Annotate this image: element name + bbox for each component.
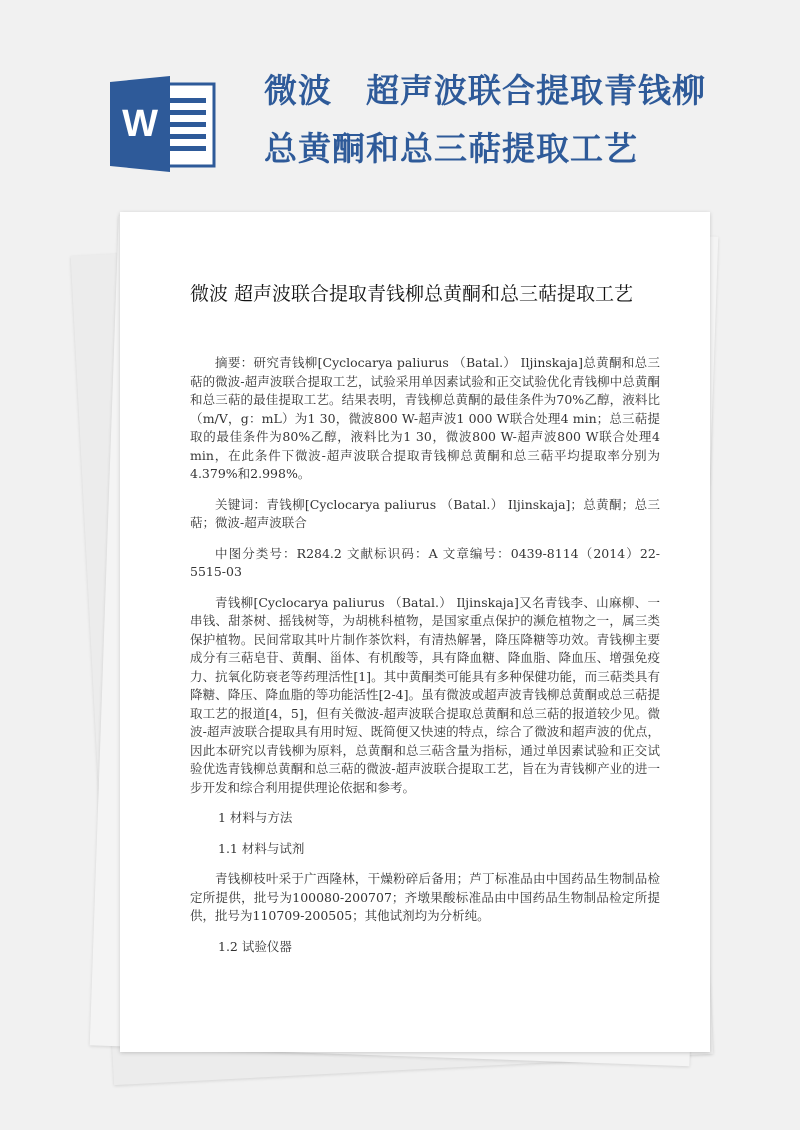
word-document-icon: [110, 76, 216, 172]
section-heading: 1 材料与方法: [218, 810, 293, 825]
keywords-paragraph: 关键词：青钱柳[Cyclocarya paliurus （Batal.） Iljinskaja]；总黄酮；总三萜；微波-超声波联合: [190, 496, 660, 530]
document-page: [120, 212, 710, 1052]
intro-paragraph: 青钱柳[Cyclocarya paliurus （Batal.） Iljinskaja]又名青钱李、山麻柳、一串钱、甜茶树、摇钱树等，为胡桃科植物，是国家重点保护的濒危植物之一，属三类保护植物。民间常取其叶片制作茶饮料，有清热解暑，降压降糖等功效。青钱柳主要成分有三萜皂苷、黄酮、甾体、有机酸等，具有降血糖、降血脂、降血压、增强免疫力、抗氧化防衰老等药理活性[1]。其中黄酮类可能具有多种保健功能，而三萜类具有降糖、降压、降血脂的等功能活性[2-4]。虽有微波或超声波青钱柳总黄酮或总三萜提取工艺的报道[4，5]，但有关微波-超声波联合提取总黄酮和总三萜的报道较少见。微波-超声波联合提取具有用时短、既简便又快速的特点，综合了微波和超声波的优点，因此本研究以青钱柳为原料，总黄酮和总三萜含量为指标，通过单因素试验和正交试验优选青钱柳总黄酮和总三萜的微波-超声波联合提取工艺，旨在为青钱柳产业的进一步开发和综合利用提供理论依据和参考。: [190, 594, 660, 795]
section-heading: 1.2 试验仪器: [218, 938, 292, 954]
section-heading: 1.1 材料与试剂: [218, 840, 305, 856]
document-body: [190, 354, 660, 968]
document-header: [0, 0, 800, 190]
header-title: 微波 超声波联合提取青钱柳 总黄酮和总三萜提取工艺: [264, 71, 706, 168]
abstract-paragraph: 摘要：研究青钱柳[Cyclocarya paliurus （Batal.） Iljinskaja]总黄酮和总三萜的微波-超声波联合提取工艺，试验采用单因素试验和正交试验优化青钱柳中总黄酮和总三萜的最佳提取工艺。结果表明，青钱柳总黄酮的最佳条件为70%乙醇，液料比（m/V，g：mL）为1 30，微波800 W-超声波1 000 W联合处理4 min；总三萜提取的最佳条件为80%乙醇，液料比为1 30，微波800 W-超声波800 W联合处理4 min，在此条件下微波-超声波联合提取青钱柳总黄酮和总三萜平均提取率分别为4.379%和2.998%。: [190, 355, 660, 481]
document-title: 微波 超声波联合提取青钱柳总黄酮和总三萜提取工艺: [190, 283, 634, 305]
materials-paragraph: 青钱柳枝叶采于广西隆林，干燥粉碎后备用；芦丁标准品由中国药品生物制品检定所提供，批号为100080-200707；齐墩果酸标准品由中国药品生物制品检定所提供，批号为110709-200505；其他试剂均为分析纯。: [190, 871, 660, 923]
classification-paragraph: 中图分类号：R284.2 文献标识码：A 文章编号：0439-8114（2014）22-5515-03: [190, 545, 660, 579]
svg-text:W: W: [122, 103, 158, 145]
